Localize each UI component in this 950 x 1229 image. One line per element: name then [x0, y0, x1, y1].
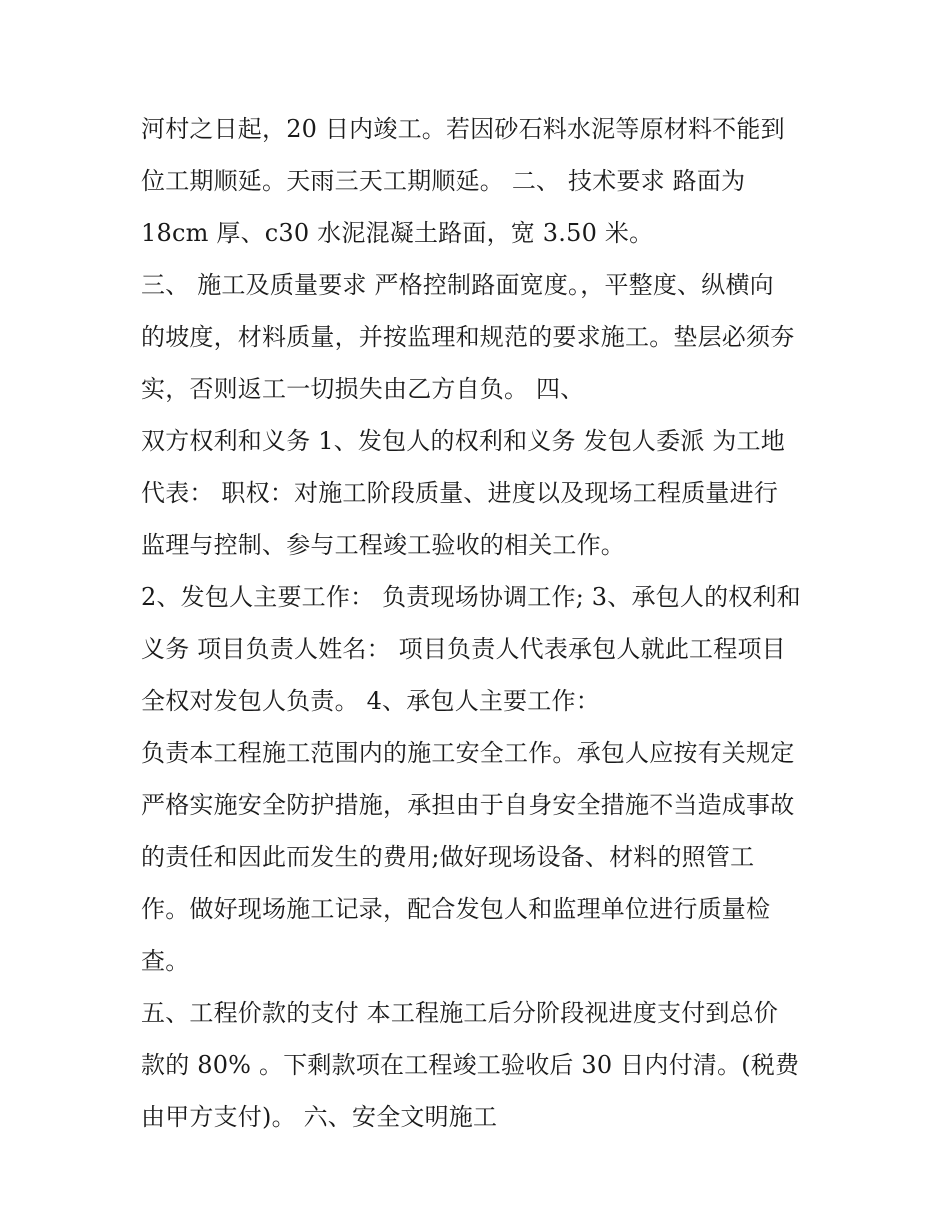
text-line: 实，否则返工一切损失由乙方自负。 四、 — [141, 375, 585, 403]
text-line: 监理与控制、参与工程竣工验收的相关工作。 — [141, 531, 625, 559]
text-line: 三、 施工及质量要求 严格控制路面宽度。，平整度、纵横向 — [141, 271, 774, 299]
text-line: 位工期顺延。天雨三天工期顺延。 二、 技术要求 路面为 — [141, 167, 746, 195]
text-line: 双方权利和义务 1、发包人的权利和义务 发包人委派 为工地 — [141, 427, 785, 455]
text-line: 的坡度，材料质量，并按监理和规范的要求施工。垫层必须夯 — [141, 323, 795, 351]
text-line: 查。 — [141, 947, 190, 975]
text-line: 严格实施安全防护措施，承担由于自身安全措施不当造成事故 — [141, 791, 795, 819]
text-line: 的责任和因此而发生的费用;做好现场设备、材料的照管工 — [141, 843, 755, 871]
text-line: 河村之日起，20 日内竣工。若因砂石料水泥等原材料不能到 — [141, 115, 785, 143]
text-line: 全权对发包人负责。 4、承包人主要工作： — [141, 687, 600, 715]
text-line: 五、工程价款的支付 本工程施工后分阶段视进度支付到总价 — [141, 999, 779, 1027]
text-line: 18cm 厚、c30 水泥混凝土路面，宽 3.50 米。 — [141, 219, 654, 247]
text-line: 义务 项目负责人姓名： 项目负责人代表承包人就此工程项目 — [141, 635, 786, 663]
text-line: 作。做好现场施工记录，配合发包人和监理单位进行质量检 — [141, 895, 771, 923]
document-body — [141, 103, 821, 1143]
text-line: 负责本工程施工范围内的施工安全工作。承包人应按有关规定 — [141, 739, 795, 767]
text-line: 款的 80% 。下剩款项在工程竣工验收后 30 日内付清。(税费 — [141, 1051, 800, 1079]
text-line: 2、发包人主要工作： 负责现场协调工作; 3、承包人的权利和 — [141, 583, 801, 611]
text-line: 由甲方支付)。 六、安全文明施工 — [141, 1103, 498, 1131]
text-line: 代表： 职权：对施工阶段质量、进度以及现场工程质量进行 — [141, 479, 779, 507]
